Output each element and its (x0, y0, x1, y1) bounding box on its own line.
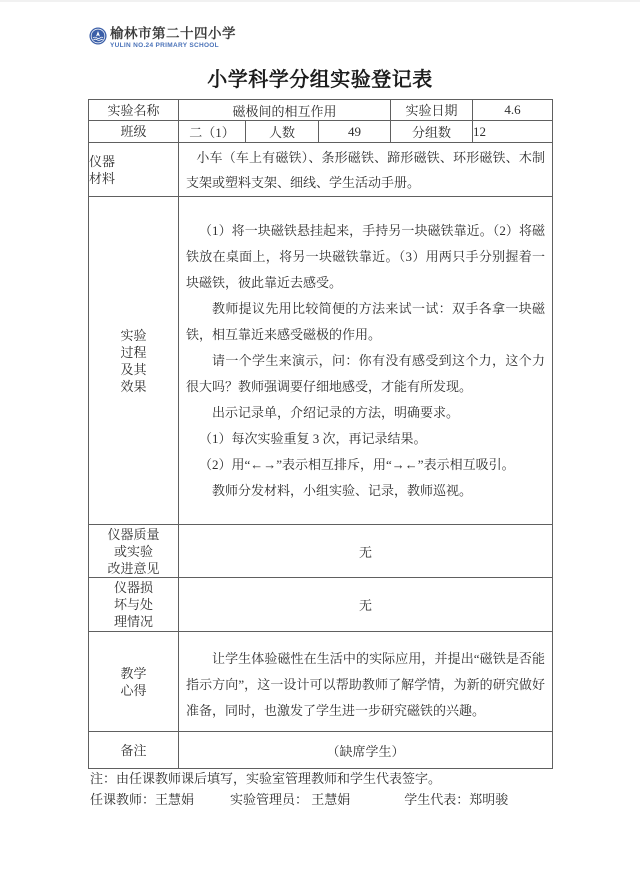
process-label-line: 过程 (120, 344, 147, 360)
quality-label-line: 仪器质量 (107, 526, 160, 542)
remark-value: （缺席学生） (179, 732, 553, 769)
school-name-block (110, 26, 236, 50)
group-count-label: 分组数 (391, 121, 473, 143)
quality-feedback-value: 无 (179, 525, 553, 578)
damage-label-line: 坏与处 (113, 597, 153, 612)
experiment-name-label: 实验名称 (89, 100, 179, 121)
row-equipment (89, 143, 553, 197)
process-label-line: 实验 (120, 327, 147, 343)
process-paragraph: （1）将一块磁铁悬挂起来，手持另一块磁铁靠近。（2）将磁铁放在桌面上，将另一块磁铁靠近。（3）用两只手分别握着一块磁铁，彼此靠近去感受。 (186, 222, 546, 290)
form-footer (90, 770, 552, 809)
school-name-en: YULIN NO.24 PRIMARY SCHOOL (110, 42, 219, 49)
equipment-label (89, 143, 179, 197)
process-paragraph: 教师分发材料，小组实验、记录，教师巡视。 (212, 482, 473, 498)
damage-report-label (89, 578, 179, 632)
school-header (89, 26, 236, 50)
damage-label-line: 理情况 (113, 614, 153, 629)
equipment-content: 小车（车上有磁铁）、条形磁铁、蹄形磁铁、环形磁铁、木制支架或塑料支架、细线、学生活动手册。 (186, 149, 546, 190)
teacher-signature: 任课教师：王慧娟 (90, 792, 195, 807)
process-label (89, 197, 179, 525)
manager-signature: 实验管理员： 王慧娟 (230, 792, 351, 807)
insight-label-line: 教学 (120, 665, 147, 681)
group-count-value: 12 (473, 121, 553, 143)
document-title: 小学科学分组实验登记表 (207, 69, 433, 91)
row-damage-report (89, 578, 553, 632)
experiment-form-table (88, 99, 553, 769)
process-content-cell (179, 197, 553, 525)
experiment-name-value: 磁极间的相互作用 (179, 100, 391, 121)
scan-edge (0, 0, 640, 2)
signature-line (90, 791, 552, 809)
process-paragraph: （2）用“←→”表示相互排斥，用“→←”表示相互吸引。 (199, 456, 515, 472)
row-class-info (89, 121, 553, 143)
student-count-value: 49 (319, 121, 391, 143)
equipment-label-line: 材料 (89, 170, 116, 186)
row-remark (89, 732, 553, 769)
teaching-insight-content: 让学生体验磁性在生活中的实际应用，并提出“磁铁是否能指示方向”，这一设计可以帮助教师了解学情，为新的研究做好准备，同时，也激发了学生进一步研究磁铁的兴趣。 (186, 651, 546, 718)
remark-label: 备注 (89, 732, 179, 769)
experiment-date-label: 实验日期 (391, 100, 473, 121)
school-name-cn: 榆林市第二十四小学 (110, 26, 236, 41)
class-value: 二（1） (179, 121, 246, 143)
damage-report-value: 无 (179, 578, 553, 632)
teaching-insight-label (89, 632, 179, 732)
process-label-line: 及其 (120, 361, 147, 377)
student-signature: 学生代表：郑明骏 (404, 792, 509, 807)
school-logo-icon (89, 27, 107, 45)
equipment-label-line: 仪器 (89, 153, 116, 169)
footer-note: 注：由任课教师课后填写，实验室管理教师和学生代表签字。 (90, 771, 442, 786)
process-paragraph: 教师提议先用比较简便的方法来试一试：双手各拿一块磁铁，相互靠近来感受磁极的作用。 (186, 300, 546, 342)
process-paragraph: （1）每次实验重复 3 次，再记录结果。 (199, 430, 427, 446)
row-teaching-insight (89, 632, 553, 732)
class-label: 班级 (89, 121, 179, 143)
quality-label-line: 改进意见 (107, 560, 160, 576)
process-label-line: 效果 (120, 378, 147, 394)
process-paragraph: 请一个学生来演示，问：你有没有感受到这个力，这个力很大吗？教师强调要仔细地感受，才能有所发现。 (186, 352, 546, 394)
row-experiment-name (89, 100, 553, 121)
quality-label-line: 或实验 (113, 543, 153, 559)
damage-label-line: 仪器损 (113, 580, 153, 595)
process-paragraph: 出示记录单，介绍记录的方法，明确要求。 (212, 404, 460, 420)
student-count-label: 人数 (246, 121, 319, 143)
row-process (89, 197, 553, 525)
teaching-insight-cell (179, 632, 553, 732)
experiment-date-value: 4.6 (473, 100, 553, 121)
row-quality-feedback (89, 525, 553, 578)
insight-label-line: 心得 (120, 682, 147, 698)
quality-feedback-label (89, 525, 179, 578)
equipment-content-cell (179, 143, 553, 197)
